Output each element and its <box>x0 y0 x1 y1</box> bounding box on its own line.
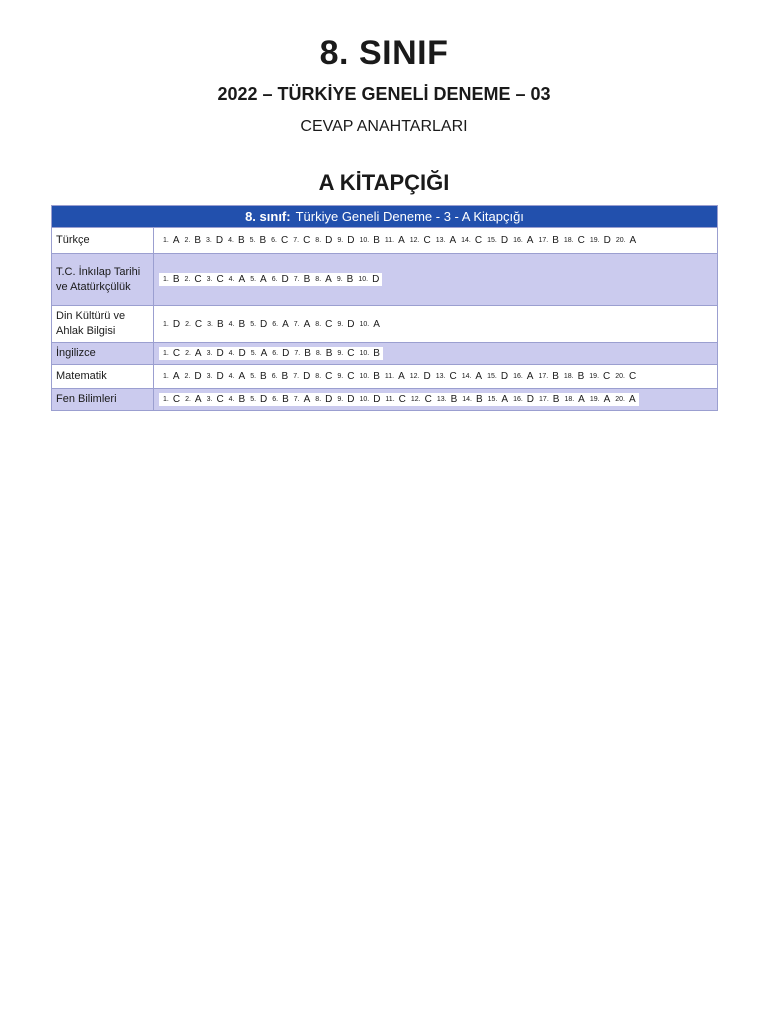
question-number: 3. <box>206 237 212 244</box>
answer-letter: D <box>500 371 509 382</box>
question-number: 8. <box>315 276 322 283</box>
question-number: 13. <box>435 373 446 380</box>
answer-letter: D <box>303 371 311 382</box>
subject-name: Matematik <box>52 365 154 388</box>
question-number: 6. <box>271 373 278 380</box>
answer-letter: C <box>216 274 224 285</box>
question-number: 20. <box>615 396 625 403</box>
answers-cell <box>154 389 717 410</box>
answer-letter: A <box>172 371 180 382</box>
subject-name: İngilizce <box>52 343 154 364</box>
answer-letter: C <box>474 235 483 246</box>
answer-letter: A <box>260 274 267 285</box>
answer-list <box>159 347 383 360</box>
question-number: 4. <box>228 276 235 283</box>
answer-letter: D <box>260 394 268 405</box>
answer-letter: A <box>501 394 509 405</box>
answer-letter: B <box>552 371 559 382</box>
table-row <box>52 228 717 253</box>
question-number: 9. <box>337 320 344 328</box>
answer-letter: B <box>303 274 311 285</box>
answer-letter: B <box>281 371 289 382</box>
question-number: 9. <box>337 237 344 244</box>
question-number: 1. <box>163 373 169 380</box>
subject-name: Din Kültürü ve Ahlak Bilgisi <box>52 306 154 342</box>
table-header-text: Türkiye Geneli Deneme - 3 - A Kitapçığı <box>295 209 524 224</box>
answer-letter: D <box>238 348 246 359</box>
table-header <box>52 206 717 228</box>
answer-letter: C <box>398 394 406 405</box>
answer-list <box>159 370 639 383</box>
answer-letter: D <box>500 235 509 246</box>
answer-letter: A <box>260 348 268 359</box>
answer-letter: B <box>475 394 483 405</box>
question-number: 19. <box>589 396 600 403</box>
answer-letter: D <box>347 235 355 246</box>
answer-letter: A <box>238 274 246 285</box>
question-number: 9. <box>337 396 344 403</box>
question-number: 12. <box>410 396 421 403</box>
question-number: 10. <box>358 276 369 283</box>
question-number: 1. <box>163 237 169 244</box>
answer-letter: B <box>577 371 585 382</box>
answers-cell <box>154 306 717 342</box>
answer-letter: B <box>282 394 289 405</box>
answer-list <box>159 393 639 406</box>
question-number: 16. <box>513 237 523 244</box>
answer-letter: D <box>215 235 224 246</box>
answer-letter: C <box>347 371 355 382</box>
answer-letter: A <box>628 394 636 405</box>
answers-cell <box>154 254 717 305</box>
question-number: 3. <box>207 320 213 328</box>
answer-letter: C <box>424 394 432 405</box>
booklet-title: A KİTAPÇIĞI <box>318 170 450 195</box>
answer-letter: C <box>423 235 431 246</box>
answer-letter: A <box>172 235 180 246</box>
question-number: 6. <box>272 320 279 328</box>
table-row <box>52 342 717 364</box>
answer-letter: B <box>552 394 560 405</box>
answer-letter: B <box>238 394 246 405</box>
question-number: 7. <box>293 320 300 328</box>
question-number: 10. <box>359 396 370 403</box>
question-number: 5. <box>249 237 256 244</box>
question-number: 12. <box>409 373 420 380</box>
question-number: 7. <box>293 237 300 244</box>
answer-letter: B <box>172 274 180 285</box>
question-number: 3. <box>206 373 213 380</box>
question-number: 17. <box>539 396 549 403</box>
question-number: 8. <box>315 373 322 380</box>
question-number: 10. <box>359 373 370 380</box>
question-number: 1. <box>163 276 169 283</box>
question-number: 6. <box>271 276 278 283</box>
question-number: 6. <box>272 396 279 403</box>
question-number: 1. <box>163 396 169 403</box>
question-number: 9. <box>336 276 343 283</box>
question-number: 2. <box>185 320 191 328</box>
answer-letter: D <box>260 318 268 330</box>
question-number: 13. <box>435 237 446 244</box>
answer-letter: A <box>398 371 405 382</box>
answer-letter: A <box>194 348 202 359</box>
question-number: 5. <box>250 350 257 357</box>
question-number: 2. <box>184 237 191 244</box>
answer-letter: B <box>260 371 267 382</box>
page-title: 8. SINIF <box>319 34 449 72</box>
answer-key-table <box>51 205 718 411</box>
answer-letter: B <box>450 394 458 405</box>
subject-name: Fen Bilimleri <box>52 389 154 410</box>
table-row <box>52 364 717 388</box>
answer-letter: D <box>603 235 611 246</box>
answer-letter: C <box>194 318 203 330</box>
question-number: 8. <box>315 320 322 328</box>
answer-letter: A <box>282 318 289 330</box>
answer-letter: A <box>603 394 611 405</box>
question-number: 4. <box>228 320 235 328</box>
question-number: 19. <box>589 373 600 380</box>
question-number: 15. <box>487 237 497 244</box>
question-number: 7. <box>293 373 300 380</box>
answer-letter: A <box>194 394 202 405</box>
question-number: 17. <box>538 373 549 380</box>
question-number: 2. <box>185 396 191 403</box>
question-number: 19. <box>589 237 600 244</box>
table-row <box>52 388 717 410</box>
answer-list <box>159 273 382 286</box>
answer-letter: C <box>347 348 355 359</box>
answer-letter: B <box>552 235 559 246</box>
subject-name: T.C. İnkılap Tarihi ve Atatürkçülük <box>52 254 154 305</box>
answer-letter: C <box>449 371 457 382</box>
question-number: 9. <box>337 350 344 357</box>
question-number: 11. <box>384 373 395 380</box>
answers-cell <box>154 228 717 253</box>
question-number: 5. <box>250 396 257 403</box>
answer-letter: C <box>280 235 289 246</box>
question-number: 1. <box>163 350 169 357</box>
question-number: 13. <box>436 396 447 403</box>
answers-cell <box>154 365 717 388</box>
answer-letter: D <box>194 371 202 382</box>
answer-letter: C <box>172 394 181 405</box>
question-number: 11. <box>384 237 395 244</box>
answer-letter: A <box>526 235 534 246</box>
answer-letter: B <box>373 371 380 382</box>
answer-letter: B <box>373 348 380 359</box>
answer-letter: C <box>216 394 224 405</box>
question-number: 11. <box>385 396 395 403</box>
answer-list <box>159 234 639 247</box>
question-number: 3. <box>206 276 213 283</box>
question-number: 4. <box>228 350 235 357</box>
answer-letter: B <box>346 274 354 285</box>
table-header-grade: 8. sınıf: <box>245 209 291 224</box>
answer-keys-label: CEVAP ANAHTARLARI <box>300 118 468 135</box>
answer-letter: A <box>578 394 585 405</box>
question-number: 5. <box>250 276 257 283</box>
question-number: 18. <box>563 373 574 380</box>
question-number: 10. <box>359 350 370 357</box>
question-number: 2. <box>184 373 191 380</box>
answer-letter: D <box>373 394 381 405</box>
answer-letter: C <box>303 235 311 246</box>
question-number: 12. <box>409 237 420 244</box>
exam-subtitle: 2022 – TÜRKİYE GENELİ DENEME – 03 <box>217 84 551 104</box>
question-number: 16. <box>513 396 523 403</box>
answer-list <box>159 318 383 331</box>
question-number: 14. <box>462 396 472 403</box>
question-number: 2. <box>185 350 191 357</box>
question-number: 20. <box>615 373 625 380</box>
answer-letter: C <box>325 318 333 330</box>
question-number: 7. <box>293 276 300 283</box>
answers-cell <box>154 343 717 364</box>
answer-letter: D <box>325 394 333 405</box>
question-number: 15. <box>487 396 498 403</box>
answer-letter: D <box>325 235 333 246</box>
question-number: 8. <box>315 237 322 244</box>
answer-letter: B <box>304 348 311 359</box>
question-number: 4. <box>228 396 235 403</box>
answer-letter: A <box>238 371 246 382</box>
question-number: 9. <box>337 373 344 380</box>
table-body <box>52 228 717 410</box>
answer-letter: B <box>259 235 267 246</box>
answer-letter: A <box>303 318 311 330</box>
question-number: 3. <box>206 396 213 403</box>
answer-letter: D <box>216 371 224 382</box>
question-number: 16. <box>513 373 523 380</box>
answer-letter: C <box>172 348 181 359</box>
question-number: 4. <box>228 373 235 380</box>
answer-letter: B <box>373 235 380 246</box>
question-number: 6. <box>271 237 277 244</box>
question-number: 1. <box>163 320 169 328</box>
answer-letter: D <box>372 274 380 285</box>
answer-letter: D <box>172 318 181 330</box>
question-number: 5. <box>250 373 257 380</box>
question-number: 8. <box>315 350 322 357</box>
table-row <box>52 253 717 305</box>
question-number: 6. <box>272 350 279 357</box>
answer-letter: A <box>629 235 637 246</box>
answer-letter: A <box>475 371 483 382</box>
answer-letter: D <box>347 318 355 330</box>
question-number: 17. <box>538 237 549 244</box>
answer-letter: A <box>373 318 380 330</box>
answer-letter: A <box>398 235 405 246</box>
answer-letter: C <box>577 235 585 246</box>
question-number: 18. <box>564 396 575 403</box>
answer-letter: D <box>347 394 355 405</box>
table-row <box>52 305 717 342</box>
question-number: 10. <box>359 237 370 244</box>
answer-letter: D <box>423 371 431 382</box>
answer-letter: A <box>303 394 311 405</box>
question-number: 14. <box>461 373 472 380</box>
answer-letter: B <box>194 235 202 246</box>
answer-letter: A <box>325 274 332 285</box>
subject-name: Türkçe <box>52 228 154 253</box>
answer-letter: C <box>325 371 333 382</box>
question-number: 3. <box>206 350 213 357</box>
question-number: 7. <box>293 396 300 403</box>
question-number: 14. <box>461 237 471 244</box>
answer-letter: D <box>216 348 224 359</box>
answer-letter: B <box>237 235 245 246</box>
question-number: 18. <box>563 237 574 244</box>
answer-letter: C <box>194 274 202 285</box>
question-number: 4. <box>228 237 234 244</box>
answer-letter: B <box>238 318 246 330</box>
question-number: 5. <box>250 320 257 328</box>
answer-letter: D <box>526 394 535 405</box>
question-number: 15. <box>487 373 497 380</box>
question-number: 20. <box>615 237 626 244</box>
answer-letter: D <box>282 348 290 359</box>
question-number: 8. <box>315 396 322 403</box>
answer-letter: A <box>449 235 457 246</box>
question-number: 2. <box>184 276 191 283</box>
answer-letter: D <box>281 274 289 285</box>
answer-letter: B <box>325 348 333 359</box>
question-number: 7. <box>294 350 301 357</box>
answer-letter: C <box>603 371 611 382</box>
answer-letter: A <box>526 371 534 382</box>
answer-letter: C <box>628 371 637 382</box>
question-number: 10. <box>359 320 370 328</box>
answer-letter: B <box>217 318 224 330</box>
